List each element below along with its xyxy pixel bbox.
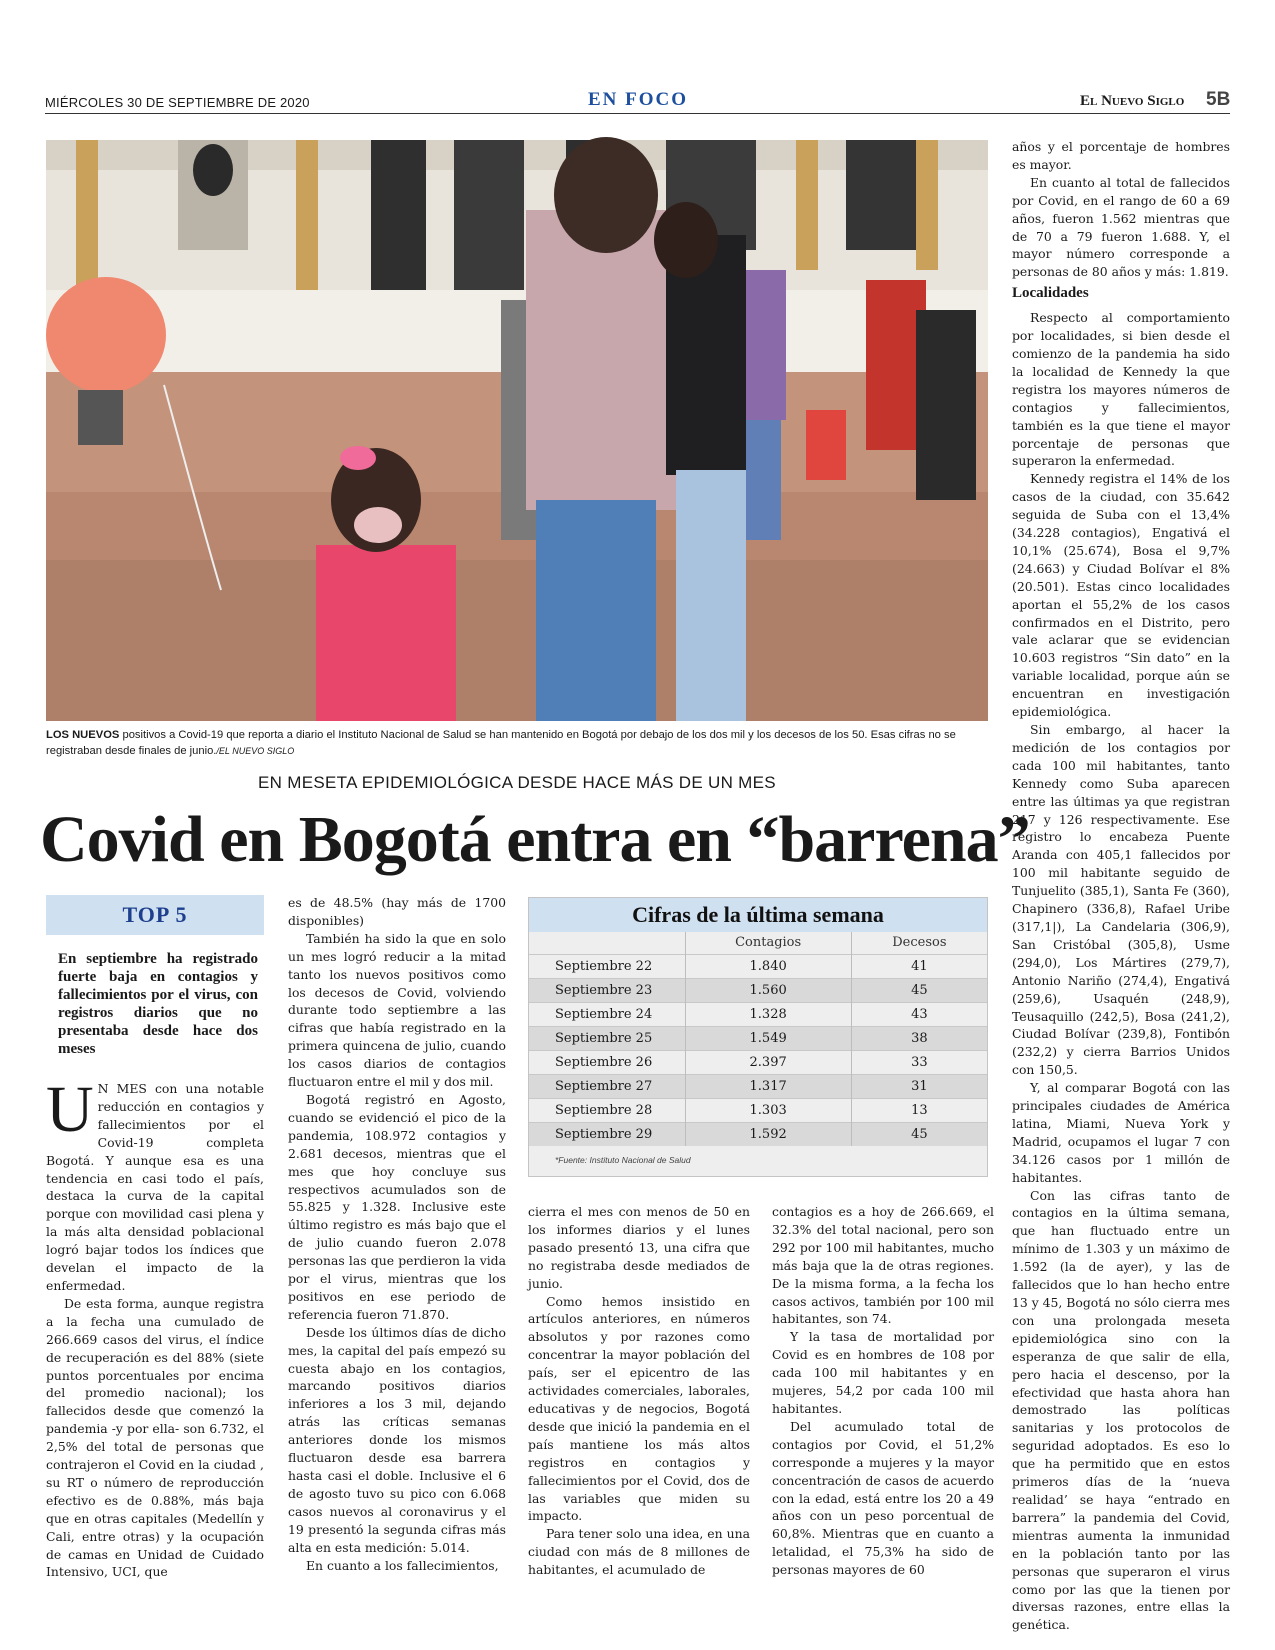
paragraph: Desde los últimos días de dicho mes, la capital del país empezó su cuesta abajo en los contagios, marcando positivos diarios inferiores a los 3 mil, dejando atrás las críticas semanas anteriores donde los mismos fluctuaron desde esa barrera hasta casi el doble. Inclusive el 6 de agosto tuvo su pico con 6.068 casos nuevos al coronavirus y el 19 presentó la segunda cifras más alta en esta medición: 5.014. xyxy=(288,1324,506,1555)
paragraph: Bogotá registró en Agosto, cuando se evidenció el pico de la pandemia, 108.972 contagios y 2.681 decesos, mientras que el mes que hoy concluye sus respectivos acumulados son de 55.825 y 1.328. Inclusive este último registro es más bajo que el de julio cuando fueron 2.078 personas las que perdieron la vida por el virus, mientras que los positivos en ese periodo de referencia fueron 71.870. xyxy=(288,1091,506,1322)
article-kicker: EN MESETA EPIDEMIOLÓGICA DESDE HACE MÁS DE UN MES xyxy=(258,773,776,792)
paragraph: Del acumulado total de contagios por Covid, el 51,2% corresponde a mujeres y la mayor concentración de casos de acuerdo con la edad, está entre los 20 a 49 años con un peso porcentual de 60,8%. Mientras que en cuanto a letalidad, el 75,3% ha sido de personas mayores de 60 xyxy=(772,1418,994,1578)
article-headline: Covid en Bogotá entra en “barrena” xyxy=(40,803,1030,876)
subheading-localidades: Localidades xyxy=(1012,285,1089,302)
paragraph: Y la tasa de mortalidad por Covid es en hombres de 108 por cada 100 mil habitantes y en mujeres, 54,2 por cada 100 mil habitantes. xyxy=(772,1329,994,1416)
caption-lead: LOS NUEVOS xyxy=(46,729,120,741)
table-row: Septiembre 22 1.840 41 xyxy=(529,954,987,978)
article-column-1 xyxy=(46,1073,264,1580)
table-row: Septiembre 23 1.560 45 xyxy=(529,978,987,1002)
weekly-figures-table xyxy=(528,897,988,1177)
table-header-empty xyxy=(529,932,685,954)
header-divider xyxy=(45,113,1230,114)
table-row: Septiembre 25 1.549 38 xyxy=(529,1026,987,1050)
table-header-decesos: Decesos xyxy=(892,935,947,951)
table-row: Septiembre 26 2.397 33 xyxy=(529,1050,987,1074)
paragraph: Con las cifras tanto de contagios en la última semana, que han fluctuado entre un mínimo de 1.303 y un máximo de 1.592 (la de ayer), y las de fallecidos que lo han hecho entre 13 y 45, Bogotá no sólo cierra mes con una prolongada meseta epidemiológica sino con la esperanza de que salir de ella, pero hacia el descenso, por la efectividad que hasta ahora han demostrado las políticas sanitarias y los protocolos de seguridad adoptados. Es eso lo que ha permitido que en estos primeros días de la ‘nueva realidad’ se haya “entrado en barrera” la pandemia del Covid, mientras aumenta la inmunidad en la población tanto por las personas que superaron el virus como por las que la tienen por diversas razones, entre ellas la genética. xyxy=(1012,1187,1230,1633)
photo-caption xyxy=(46,727,988,759)
edition-date: MIÉRCOLES 30 DE SEPTIEMBRE DE 2020 xyxy=(45,95,310,110)
page-number: 5B xyxy=(1206,89,1231,110)
caption-credit: /EL NUEVO SIGLO xyxy=(216,746,295,756)
paragraph: Para tener solo una idea, en una ciudad con más de 8 millones de habitantes, el acumulado de xyxy=(528,1526,750,1578)
article-lead: En septiembre ha registrado fuerte baja en contagios y fallecimientos por el virus, con registros diarios que no presentaba desde hace dos meses xyxy=(58,951,258,1057)
paragraph: U N MES con una notable reducción en contagios y fallecimientos por el Covid-19 completa Bogotá. Y aunque esa es una tendencia en casi todo el país, destaca la curva de la capital porque con movilidad casi plena y la más alta densidad poblacional logró bajar todos los índices que develan el impacto de la enfermedad. xyxy=(46,1073,264,1293)
paragraph: contagios es a hoy de 266.669, el 32.3% del total nacional, pero son 292 por 100 mil habitantes, mucho más baja que la de otras regiones. De la misma forma, a la fecha los casos activos, también por 100 mil habitantes, son 74. xyxy=(772,1204,994,1327)
paragraph: También ha sido la que en solo un mes logró reducir a la mitad tanto los nuevos positivos como los decesos de Covid, volviendo durante todo septiembre a las cifras que había registrado en la primera quincena de julio, cuando los casos diarios de contagios fluctuaron entre el mil y dos mil. xyxy=(288,930,506,1090)
paragraph: Kennedy registra el 14% de los casos de la ciudad, con 35.642 seguida de Suba con el 13,4% (34.228 contagios), Engativá el 10,1% (25.674), Bosa el 9,7% (24.663) y Ciudad Bolívar el 8% (20.501). Estas cinco localidades aportan el 55,2% de los casos confirmados en el Distrito, pero vale aclarar que se evidencian 10.603 registros “Sin dato” en la variable localidad, porque aún se encuentran en investigación epidemiológica. xyxy=(1012,471,1230,720)
paragraph: Como hemos insistido en artículos anteriores, en números absolutos y por razones como concentrar la mayor población del país, ser el epicentro de las actividades comerciales, laborales, educativas y de negocios, Bogotá desde que inició la pandemia en el país mantiene los más altos registros en contagios y fallecimientos por el Covid, dos de las variables que miden su impacto. xyxy=(528,1293,750,1524)
news-photo xyxy=(46,140,988,721)
paragraph: cierra el mes con menos de 50 en los informes diarios y el lunes pasado presentó 13, una cifra que no registraba desde mediados de junio. xyxy=(528,1204,750,1291)
table-row: Septiembre 29 1.592 45 xyxy=(529,1122,987,1146)
drop-cap: U xyxy=(46,1073,94,1146)
newspaper-name: El Nuevo Siglo xyxy=(1080,93,1185,109)
caption-text: positivos a Covid-19 que reporta a diario el Instituto Nacional de Salud se han mantenido en Bogotá por debajo de los dos mil y los decesos de los 50. Esas cifras no se registraban desde finales de junio. xyxy=(46,729,956,757)
section-title: EN FOCO xyxy=(588,89,689,110)
article-column-3 xyxy=(528,1203,750,1578)
top5-label: TOP 5 xyxy=(122,902,188,927)
article-column-2 xyxy=(288,894,506,1573)
paragraph: es de 48.5% (hay más de 1700 disponibles) xyxy=(288,895,506,928)
paragraph: Y, al comparar Bogotá con las principales ciudades de América latina, Miami, Nueva York y Madrid, ocupamos el lugar 7 con 34.126 casos por 1 millón de habitantes. xyxy=(1012,1080,1230,1185)
paragraph: Respecto al comportamiento por localidades, si bien desde el comienzo de la pandemia ha sido la localidad de Kennedy la que registra los mayores números de contagios y fallecimientos, también es la que tiene el mayor porcentaje de personas que superaron la enfermedad. xyxy=(1012,310,1230,469)
table-row: Septiembre 24 1.328 43 xyxy=(529,1002,987,1026)
table-row: Septiembre 27 1.317 31 xyxy=(529,1074,987,1098)
paragraph: De esta forma, aunque registra a la fecha una cumulado de 266.669 casos del virus, el índice de recuperación es del 88% (siete puntos porcentuales por encima del promedio nacional); los fallecidos desde que comenzó la pandemia -y por ella- son 6.732, el 2,5% del total de personas que contrajeron el Covid en la ciudad , su RT o número de reproducción efectivo es de 0.88%, más baja que en otras capitales (Medellín y Cali, entre otras) y la ocupación de camas en Unidad de Cuidado Intensivo, UCI, que xyxy=(46,1295,264,1580)
article-column-5 xyxy=(1012,138,1230,1633)
paragraph: Sin embargo, al hacer la medición de los contagios por cada 100 mil habitantes, tanto Kennedy como Suba aparecen entre las últimas ya que registran 217 y 126 respectivamente. Ese registro lo encabeza Puente Aranda con 405,1 fallecidos por 100 mil habitante seguido de Tunjuelito (385,1), Santa Fe (360), Chapinero (336,8), Rafael Uribe (317,1|), La Candelaria (306,9), San Cristóbal (305,8), Usme (294,0), Los Mártires (279,7), Antonio Nariño (274,4), Engativá (259,6), Usaquén (248,9), Teusaquillo (242,5), Bosa (241,2), Ciudad Bolívar (239,8), Fontibón (232,2) y cierra Barrios Unidos con 150,5. xyxy=(1012,722,1230,1078)
paragraph: En cuanto a los fallecimientos, xyxy=(306,1557,499,1573)
table-source: *Fuente: Instituto Nacional de Salud xyxy=(555,1155,691,1165)
table-row: Septiembre 28 1.303 13 xyxy=(529,1098,987,1122)
table-header-contagios: Contagios xyxy=(685,932,851,954)
figures-table xyxy=(529,932,987,1146)
top5-label-box xyxy=(46,895,264,935)
article-column-4 xyxy=(772,1203,994,1578)
paragraph: años y el porcentaje de hombres es mayor. xyxy=(1012,139,1230,172)
paragraph: En cuanto al total de fallecidos por Covid, en el rango de 60 a 69 años, fueron 1.562 mientras que de 70 a 79 fueron 1.688. Y, el mayor número corresponde a personas de 80 años y más: 1.819. xyxy=(1012,174,1230,280)
table-title: Cifras de la última semana xyxy=(529,898,987,932)
